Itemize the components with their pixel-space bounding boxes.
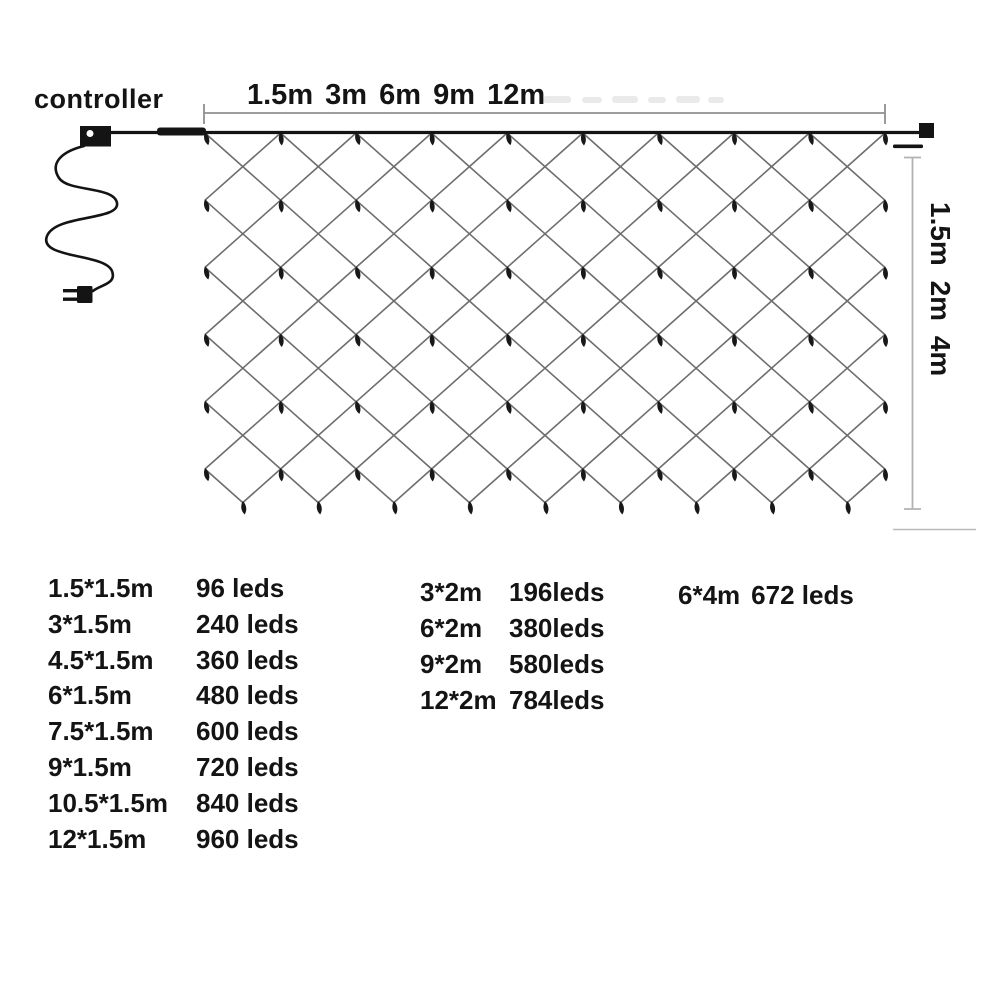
spec-row bbox=[48, 714, 299, 750]
height-measure-label: 1.5m 2m 4m bbox=[925, 202, 956, 377]
spec-column-3 bbox=[678, 577, 854, 613]
mesh-strand bbox=[205, 267, 885, 301]
led-bulb bbox=[618, 501, 625, 515]
spec-size: 9*1.5m bbox=[48, 751, 132, 782]
controller-led-dot bbox=[87, 130, 94, 137]
power-plug bbox=[63, 286, 93, 303]
mesh-strand bbox=[205, 133, 885, 167]
mesh-strand bbox=[205, 167, 885, 201]
wire-sleeve bbox=[157, 128, 206, 136]
spec-led-count: 96 leds bbox=[196, 573, 285, 603]
spec-size: 6*2m bbox=[420, 613, 483, 643]
net-mesh bbox=[205, 133, 885, 503]
spec-row bbox=[48, 643, 299, 679]
spec-row bbox=[420, 646, 604, 682]
led-bulb bbox=[316, 501, 323, 515]
spec-row bbox=[420, 610, 604, 646]
led-bulb bbox=[467, 501, 474, 515]
spec-row bbox=[678, 577, 854, 613]
led-bulb bbox=[391, 501, 398, 515]
ghost-text-artifact bbox=[543, 96, 724, 103]
spec-row bbox=[48, 678, 299, 714]
spec-size: 6*1.5m bbox=[48, 680, 132, 711]
spec-row bbox=[48, 607, 299, 643]
spec-row bbox=[48, 822, 299, 858]
height-measure-line bbox=[904, 158, 921, 510]
spec-led-count: 580leds bbox=[509, 649, 605, 679]
spec-led-count: 480 leds bbox=[196, 680, 299, 711]
mesh-strand bbox=[205, 469, 885, 503]
spec-size: 10.5*1.5m bbox=[48, 787, 168, 818]
spec-row bbox=[420, 574, 604, 610]
spec-size: 12*1.5m bbox=[48, 823, 147, 854]
plug-prong-bottom bbox=[63, 298, 77, 301]
spec-size: 9*2m bbox=[420, 649, 483, 679]
spec-column-2 bbox=[420, 574, 604, 718]
led-bulb bbox=[769, 501, 776, 515]
spec-led-count: 196leds bbox=[509, 577, 605, 607]
mesh-strand bbox=[205, 301, 885, 335]
plug-prong-top bbox=[63, 289, 77, 292]
wire-end-connector bbox=[919, 123, 934, 138]
spec-column-1 bbox=[48, 571, 299, 857]
mesh-strand bbox=[205, 234, 885, 268]
connector-tail bbox=[893, 145, 923, 149]
plug-body bbox=[77, 286, 93, 303]
controller-label: controller bbox=[34, 84, 164, 114]
led-bulb bbox=[240, 501, 247, 515]
spec-led-count: 600 leds bbox=[196, 716, 299, 747]
spec-size: 3*2m bbox=[420, 577, 483, 607]
mesh-strand bbox=[205, 402, 885, 436]
spec-size: 3*1.5m bbox=[48, 608, 132, 639]
spec-row bbox=[48, 571, 299, 607]
power-cable bbox=[46, 146, 117, 291]
spec-size: 1.5*1.5m bbox=[48, 573, 154, 603]
width-measure-label: 1.5m 3m 6m 9m 12m bbox=[247, 79, 546, 111]
spec-row bbox=[48, 786, 299, 822]
spec-size: 4.5*1.5m bbox=[48, 644, 154, 675]
spec-led-count: 960 leds bbox=[196, 823, 299, 854]
spec-led-count: 380leds bbox=[509, 613, 605, 643]
spec-row bbox=[420, 682, 604, 718]
mesh-strand bbox=[205, 200, 885, 234]
mesh-strand bbox=[205, 368, 885, 402]
led-bulbs bbox=[203, 131, 889, 514]
controller-box bbox=[80, 126, 111, 147]
spec-led-count: 240 leds bbox=[196, 608, 299, 639]
spec-led-count: 360 leds bbox=[196, 644, 299, 675]
spec-led-count: 720 leds bbox=[196, 751, 299, 782]
spec-led-count: 840 leds bbox=[196, 787, 299, 818]
spec-led-count: 784leds bbox=[509, 685, 605, 715]
mesh-strand bbox=[205, 335, 885, 369]
led-bulb bbox=[543, 501, 550, 515]
mesh-strand bbox=[205, 435, 885, 469]
spec-size: 6*4m bbox=[678, 580, 741, 610]
spec-led-count: 672 leds bbox=[751, 580, 854, 610]
spec-row bbox=[48, 750, 299, 786]
spec-size: 7.5*1.5m bbox=[48, 716, 154, 747]
led-bulb bbox=[845, 501, 852, 515]
spec-size: 12*2m bbox=[420, 685, 497, 715]
led-bulb bbox=[694, 501, 701, 515]
